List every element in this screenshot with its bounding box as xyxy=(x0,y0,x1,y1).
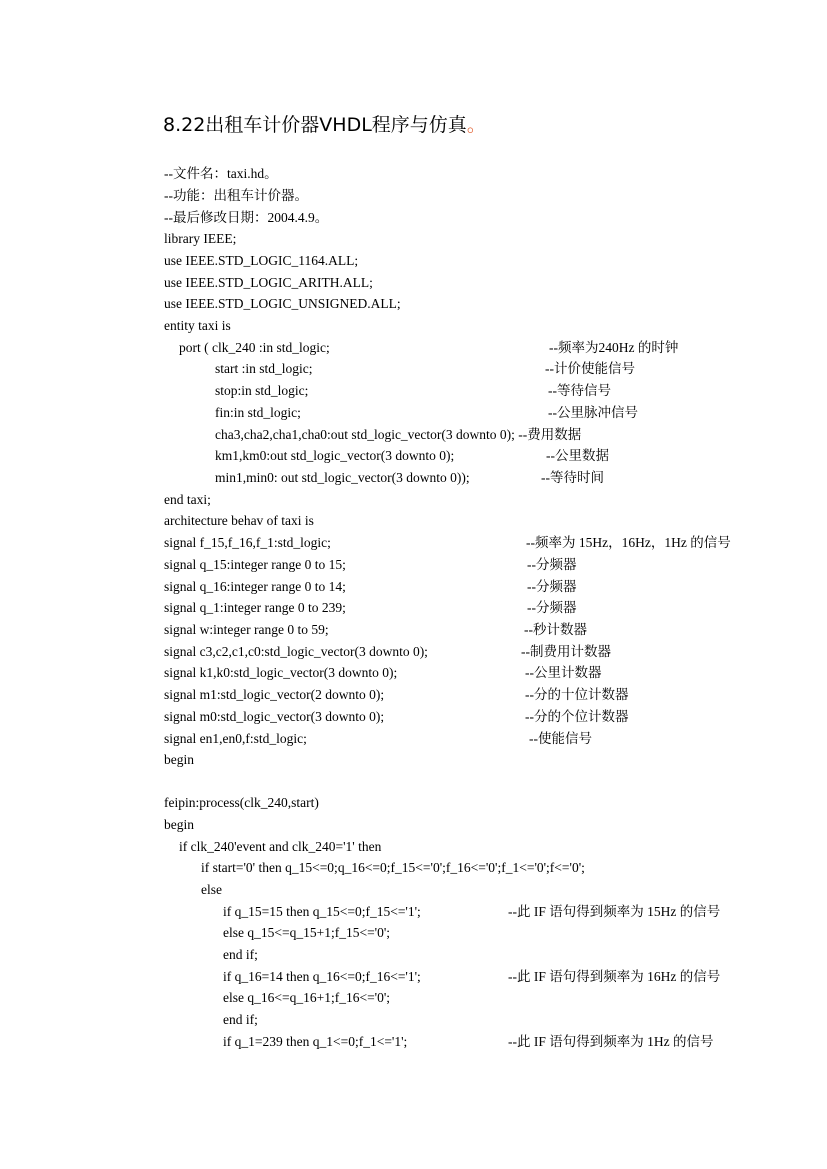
code-comment: --公里数据 xyxy=(546,448,609,463)
code-text: architecture behav of taxi is xyxy=(164,513,314,528)
code-text: signal en1,en0,f:std_logic; xyxy=(164,731,307,746)
code-text: signal q_16:integer range 0 to 14; xyxy=(164,579,346,594)
code-text: port ( clk_240 :in std_logic; xyxy=(179,340,330,355)
code-comment: --分频器 xyxy=(527,579,577,594)
code-text: if start='0' then q_15<=0;q_16<=0;f_15<='0';f_16<='0';f_1<='0';f<='0'; xyxy=(201,860,585,875)
code-text: if clk_240'event and clk_240='1' then xyxy=(179,839,382,854)
code-text: end if; xyxy=(223,947,258,962)
title-text: 8.22出租车计价器VHDL程序与仿真 xyxy=(163,114,467,136)
code-text: signal q_15:integer range 0 to 15; xyxy=(164,557,346,572)
code-comment: --秒计数器 xyxy=(524,622,587,637)
code-text: end if; xyxy=(223,1012,258,1027)
code-comment: --分频器 xyxy=(527,600,577,615)
code-text: else q_16<=q_16+1;f_16<='0'; xyxy=(223,990,391,1005)
code-comment: --此 IF 语句得到频率为 15Hz 的信号 xyxy=(508,904,721,919)
code-text: signal q_1:integer range 0 to 239; xyxy=(164,600,346,615)
code-text: km1,km0:out std_logic_vector(3 downto 0); xyxy=(215,448,455,463)
code-comment: --频率为 15Hz，16Hz，1Hz 的信号 xyxy=(526,535,731,550)
code-text: --功能：出租车计价器。 xyxy=(164,188,308,203)
code-comment: --等待信号 xyxy=(548,383,611,398)
code-text: signal m0:std_logic_vector(3 downto 0); xyxy=(164,709,385,724)
code-text: use IEEE.STD_LOGIC_ARITH.ALL; xyxy=(164,275,373,290)
code-text: signal k1,k0:std_logic_vector(3 downto 0); xyxy=(164,665,398,680)
code-text: use IEEE.STD_LOGIC_1164.ALL; xyxy=(164,253,359,268)
code-text: signal w:integer range 0 to 59; xyxy=(164,622,329,637)
code-text: feipin:process(clk_240,start) xyxy=(164,795,319,810)
code-comment: --等待时间 xyxy=(541,470,604,485)
code-text: end taxi; xyxy=(164,492,211,507)
code-comment: --计价使能信号 xyxy=(545,361,635,376)
code-comment: --制费用计数器 xyxy=(521,644,611,659)
code-text: min1,min0: out std_logic_vector(3 downto 0)); xyxy=(215,470,470,485)
code-comment: --公里脉冲信号 xyxy=(548,405,638,420)
code-text: if q_16=14 then q_16<=0;f_16<='1'; xyxy=(223,969,421,984)
code-text: entity taxi is xyxy=(164,318,231,333)
code-text: signal m1:std_logic_vector(2 downto 0); xyxy=(164,687,385,702)
code-text: signal c3,c2,c1,c0:std_logic_vector(3 downto 0); xyxy=(164,644,428,659)
code-comment: --使能信号 xyxy=(529,731,592,746)
code-text: signal f_15,f_16,f_1:std_logic; xyxy=(164,535,331,550)
code-text: else q_15<=q_15+1;f_15<='0'; xyxy=(223,925,391,940)
code-comment: --此 IF 语句得到频率为 16Hz 的信号 xyxy=(508,969,721,984)
code-text: stop:in std_logic; xyxy=(215,383,309,398)
code-text: fin:in std_logic; xyxy=(215,405,301,420)
code-text: start :in std_logic; xyxy=(215,361,313,376)
code-comment: --频率为240Hz 的时钟 xyxy=(549,340,679,355)
code-comment: --分的十位计数器 xyxy=(525,687,629,702)
title-mark: 。 xyxy=(466,114,486,136)
code-text: begin xyxy=(164,817,194,832)
code-text: else xyxy=(201,882,222,897)
code-comment: --公里计数器 xyxy=(525,665,602,680)
code-comment: --分的个位计数器 xyxy=(525,709,629,724)
code-text: library IEEE; xyxy=(164,231,237,246)
code-text: if q_15=15 then q_15<=0;f_15<='1'; xyxy=(223,904,421,919)
code-text: --文件名：taxi.hd。 xyxy=(164,166,278,181)
code-text: begin xyxy=(164,752,194,767)
code-text: --最后修改日期：2004.4.9。 xyxy=(164,210,329,225)
code-text: cha3,cha2,cha1,cha0:out std_logic_vector(3 downto 0); --费用数据 xyxy=(215,427,582,442)
code-comment: --此 IF 语句得到频率为 1Hz 的信号 xyxy=(508,1034,714,1049)
code-text: use IEEE.STD_LOGIC_UNSIGNED.ALL; xyxy=(164,296,401,311)
page-title xyxy=(163,110,486,137)
code-comment: --分频器 xyxy=(527,557,577,572)
code-text: if q_1=239 then q_1<=0;f_1<='1'; xyxy=(223,1034,408,1049)
